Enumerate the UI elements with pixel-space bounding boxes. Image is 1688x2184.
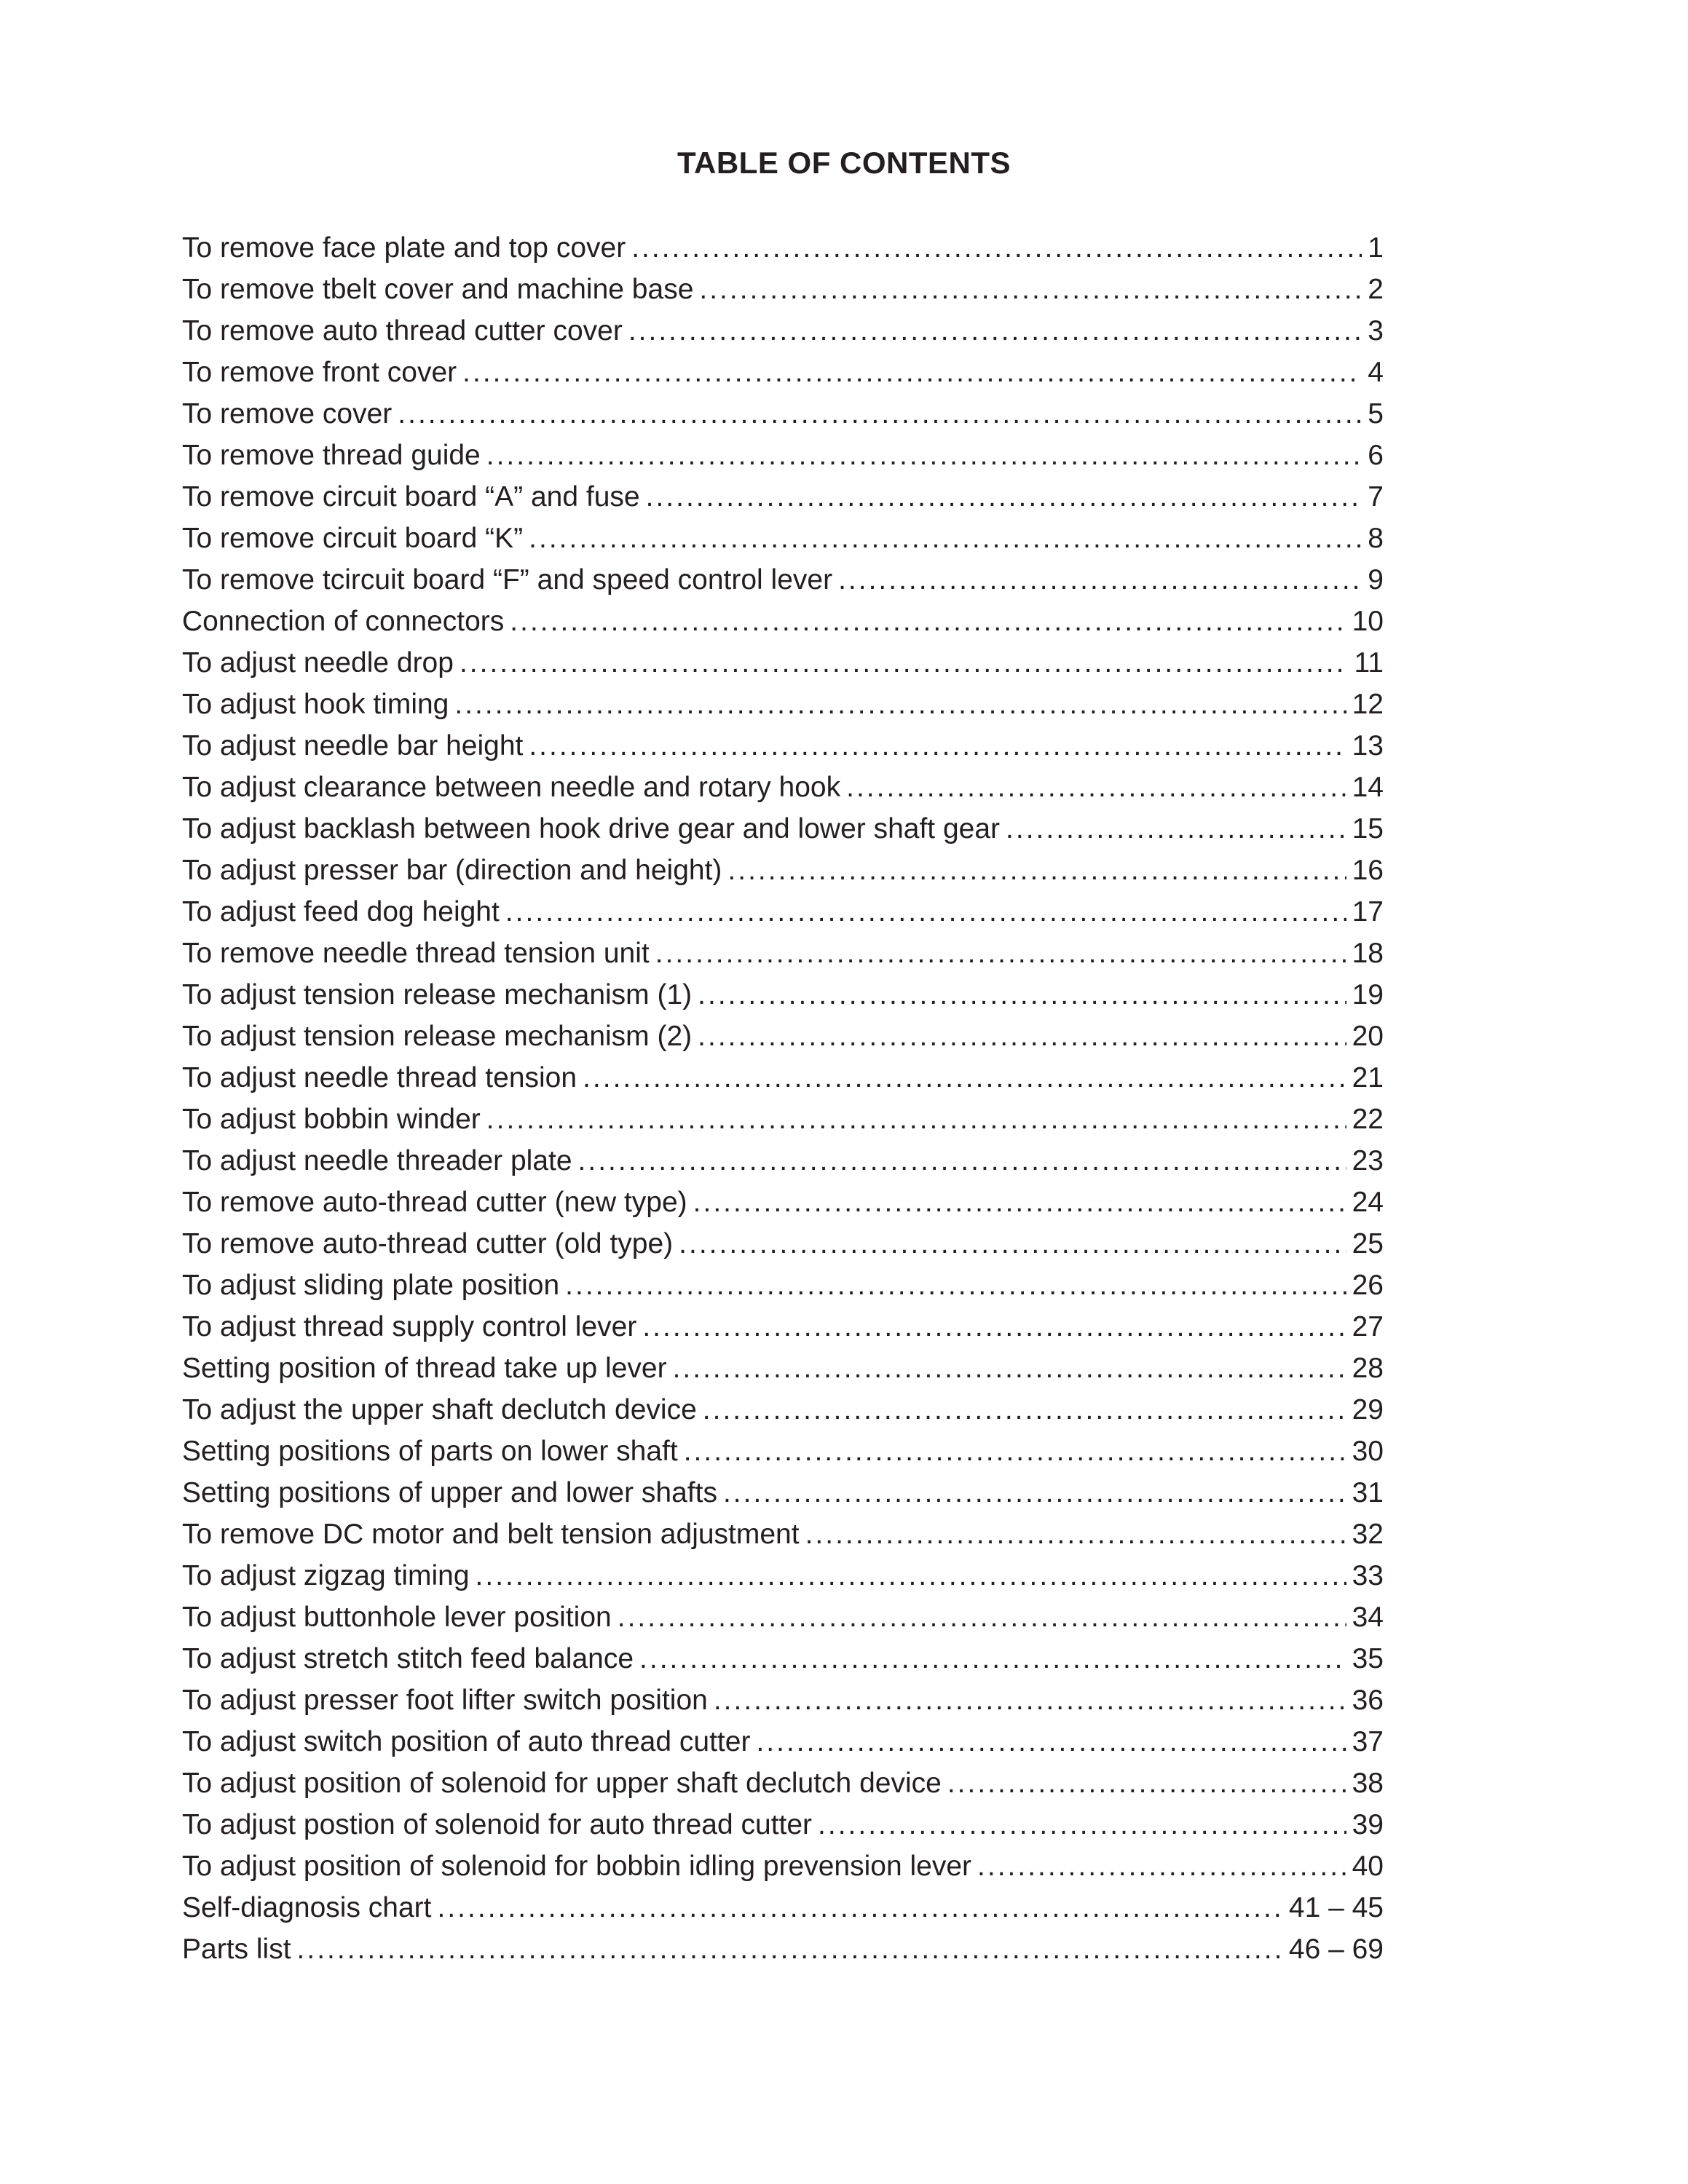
- toc-entry: [182, 269, 1384, 310]
- dot-leader: [655, 933, 1346, 974]
- toc-entry-page-number: 5: [1368, 398, 1384, 430]
- toc-entry-label: To remove circuit board “K”: [182, 523, 524, 554]
- toc-entry-page-number: 17: [1352, 896, 1384, 927]
- toc-entry-page-number: 39: [1352, 1809, 1384, 1840]
- toc-entry-page-number: 11: [1354, 647, 1384, 678]
- toc-entry-label: To remove cover: [182, 398, 393, 430]
- dot-leader: [510, 601, 1346, 642]
- dot-leader: [642, 1306, 1346, 1348]
- dot-leader: [565, 1265, 1346, 1306]
- toc-entry-page-number: 3: [1368, 315, 1384, 347]
- toc-entry-page-number: 46 – 69: [1288, 1934, 1384, 1965]
- toc-entry-page-number: 1: [1368, 232, 1384, 264]
- toc-entry-page-number: 4: [1368, 357, 1384, 388]
- toc-entry: [182, 601, 1384, 642]
- toc-entry-page-number: 7: [1368, 481, 1384, 513]
- toc-entry: [182, 1804, 1384, 1845]
- dot-leader: [714, 1679, 1346, 1721]
- toc-entry: [182, 227, 1384, 269]
- dot-leader: [1006, 808, 1346, 850]
- toc-entry-page-number: 34: [1352, 1602, 1384, 1633]
- dot-leader: [505, 891, 1346, 933]
- toc-entry-label: To remove auto-thread cutter (old type): [182, 1228, 674, 1259]
- toc-entry-label: To remove needle thread tension unit: [182, 938, 650, 969]
- toc-entry-label: To remove face plate and top cover: [182, 232, 626, 264]
- toc-entry-page-number: 31: [1352, 1477, 1384, 1508]
- dot-leader: [756, 1721, 1346, 1762]
- toc-entry-label: Self-diagnosis chart: [182, 1892, 432, 1923]
- toc-entry-label: To adjust zigzag timing: [182, 1560, 470, 1591]
- toc-entry: [182, 891, 1384, 933]
- dot-leader: [398, 393, 1362, 435]
- dot-leader: [699, 269, 1362, 310]
- toc-entry-page-number: 37: [1352, 1726, 1384, 1757]
- toc-entry: [182, 1431, 1384, 1472]
- toc-entry-page-number: 8: [1368, 523, 1384, 554]
- toc-entry-page-number: 16: [1352, 855, 1384, 886]
- toc-entry: [182, 808, 1384, 850]
- toc-entry: [182, 1514, 1384, 1555]
- toc-entry-page-number: 13: [1352, 730, 1384, 761]
- toc-entry: [182, 352, 1384, 393]
- toc-entry: [182, 1057, 1384, 1099]
- dot-leader: [727, 850, 1346, 891]
- toc-entry-label: To adjust thread supply control lever: [182, 1311, 637, 1342]
- dot-leader: [846, 767, 1346, 808]
- toc-entry: [182, 974, 1384, 1016]
- dot-leader: [454, 684, 1346, 725]
- dot-leader: [628, 310, 1362, 352]
- toc-list: [182, 227, 1384, 1970]
- toc-entry: [182, 767, 1384, 808]
- toc-entry: [182, 642, 1384, 684]
- toc-entry-label: Setting position of thread take up lever: [182, 1353, 667, 1384]
- dot-leader: [578, 1140, 1346, 1182]
- toc-entry-page-number: 35: [1352, 1643, 1384, 1674]
- toc-entry-page-number: 19: [1352, 979, 1384, 1010]
- toc-entry-page-number: 30: [1352, 1436, 1384, 1467]
- toc-entry: [182, 1597, 1384, 1638]
- toc-entry-page-number: 21: [1352, 1062, 1384, 1093]
- toc-entry: [182, 310, 1384, 352]
- toc-entry-label: To adjust hook timing: [182, 689, 449, 720]
- toc-entry: [182, 933, 1384, 974]
- dot-leader: [693, 1182, 1346, 1223]
- toc-entry-page-number: 25: [1352, 1228, 1384, 1259]
- toc-entry-page-number: 33: [1352, 1560, 1384, 1591]
- toc-entry-page-number: 9: [1368, 564, 1384, 596]
- toc-entry-label: To adjust needle threader plate: [182, 1145, 572, 1176]
- dot-leader: [977, 1845, 1346, 1887]
- toc-entry-page-number: 32: [1352, 1519, 1384, 1550]
- toc-entry-label: To adjust presser bar (direction and height): [182, 855, 722, 886]
- toc-entry: [182, 518, 1384, 559]
- toc-entry: [182, 1638, 1384, 1679]
- toc-entry-label: To remove circuit board “A” and fuse: [182, 481, 640, 513]
- toc-entry: [182, 476, 1384, 518]
- toc-entry-label: To adjust sliding plate position: [182, 1270, 560, 1301]
- toc-entry: [182, 1845, 1384, 1887]
- dot-leader: [631, 227, 1362, 269]
- toc-entry-label: To remove auto-thread cutter (new type): [182, 1187, 687, 1218]
- toc-entry-label: To adjust needle bar height: [182, 730, 524, 761]
- toc-entry-page-number: 12: [1352, 689, 1384, 720]
- toc-entry: [182, 1555, 1384, 1597]
- toc-entry-label: Parts list: [182, 1934, 291, 1965]
- toc-entry: [182, 1348, 1384, 1389]
- toc-entry-label: To adjust the upper shaft declutch device: [182, 1394, 697, 1425]
- dot-leader: [947, 1762, 1346, 1804]
- toc-entry-page-number: 38: [1352, 1768, 1384, 1799]
- toc-entry: [182, 1389, 1384, 1431]
- toc-entry-label: To remove front cover: [182, 357, 457, 388]
- toc-entry: [182, 1140, 1384, 1182]
- dot-leader: [438, 1887, 1283, 1928]
- dot-leader: [462, 352, 1362, 393]
- toc-entry-label: To adjust postion of solenoid for auto thread cutter: [182, 1809, 813, 1840]
- toc-entry-label: To adjust buttonhole lever position: [182, 1602, 612, 1633]
- toc-entry-page-number: 24: [1352, 1187, 1384, 1218]
- toc-entry-page-number: 20: [1352, 1021, 1384, 1052]
- dot-leader: [679, 1223, 1346, 1265]
- dot-leader: [618, 1597, 1346, 1638]
- toc-entry-page-number: 18: [1352, 938, 1384, 969]
- page-title: TABLE OF CONTENTS: [677, 146, 1011, 180]
- dot-leader: [529, 725, 1346, 767]
- toc-entry: [182, 1762, 1384, 1804]
- toc-entry-label: To remove DC motor and belt tension adjustment: [182, 1519, 800, 1550]
- toc-entry: [182, 393, 1384, 435]
- toc-entry-page-number: 28: [1352, 1353, 1384, 1384]
- toc-entry: [182, 1223, 1384, 1265]
- toc-entry-label: To remove thread guide: [182, 440, 481, 471]
- toc-entry: [182, 684, 1384, 725]
- toc-entry-page-number: 2: [1368, 274, 1384, 305]
- toc-entry-page-number: 40: [1352, 1851, 1384, 1882]
- toc-entry: [182, 1887, 1384, 1928]
- toc-entry: [182, 1265, 1384, 1306]
- toc-entry: [182, 1928, 1384, 1970]
- toc-entry-label: To adjust backlash between hook drive gear and lower shaft gear: [182, 813, 1001, 844]
- toc-entry-label: To remove tbelt cover and machine base: [182, 274, 694, 305]
- dot-leader: [486, 1099, 1346, 1140]
- toc-entry-page-number: 15: [1352, 813, 1384, 844]
- dot-leader: [723, 1472, 1346, 1514]
- toc-entry-label: Setting positions of upper and lower shafts: [182, 1477, 717, 1508]
- dot-leader: [838, 559, 1362, 601]
- toc-entry: [182, 1472, 1384, 1514]
- toc-entry-page-number: 27: [1352, 1311, 1384, 1342]
- toc-entry-page-number: 41 – 45: [1288, 1892, 1384, 1923]
- dot-leader: [583, 1057, 1346, 1099]
- dot-leader: [698, 1016, 1346, 1057]
- toc-entry: [182, 1306, 1384, 1348]
- toc-entry: [182, 1099, 1384, 1140]
- dot-leader: [805, 1514, 1346, 1555]
- dot-leader: [297, 1928, 1283, 1970]
- toc-entry-label: To adjust stretch stitch feed balance: [182, 1643, 634, 1674]
- dot-leader: [818, 1804, 1346, 1845]
- toc-entry: [182, 850, 1384, 891]
- toc-entry-label: To adjust bobbin winder: [182, 1104, 481, 1135]
- toc-entry-label: To remove tcircuit board “F” and speed control lever: [182, 564, 833, 596]
- toc-entry-page-number: 23: [1352, 1145, 1384, 1176]
- toc-entry-label: To adjust switch position of auto thread cutter: [182, 1726, 751, 1757]
- toc-entry-page-number: 10: [1352, 606, 1384, 637]
- toc-entry-label: To adjust feed dog height: [182, 896, 500, 927]
- toc-entry-label: Connection of connectors: [182, 606, 505, 637]
- dot-leader: [673, 1348, 1346, 1389]
- dot-leader: [529, 518, 1362, 559]
- dot-leader: [486, 435, 1362, 476]
- toc-entry-label: To adjust tension release mechanism (1): [182, 979, 693, 1010]
- toc-entry: [182, 1016, 1384, 1057]
- toc-entry-label: To adjust position of solenoid for upper shaft declutch device: [182, 1768, 942, 1799]
- toc-entry-page-number: 14: [1352, 772, 1384, 803]
- toc-entry-page-number: 36: [1352, 1685, 1384, 1716]
- toc-entry-label: To adjust needle thread tension: [182, 1062, 577, 1093]
- dot-leader: [476, 1555, 1346, 1597]
- toc-entry: [182, 1679, 1384, 1721]
- toc-entry: [182, 1182, 1384, 1223]
- toc-entry-label: Setting positions of parts on lower shaft: [182, 1436, 678, 1467]
- toc-entry: [182, 559, 1384, 601]
- toc-entry-page-number: 22: [1352, 1104, 1384, 1135]
- dot-leader: [703, 1389, 1346, 1431]
- dot-leader: [460, 642, 1349, 684]
- dot-leader: [698, 974, 1346, 1016]
- dot-leader: [684, 1431, 1346, 1472]
- toc-entry-page-number: 6: [1368, 440, 1384, 471]
- toc-entry-label: To adjust needle drop: [182, 647, 454, 678]
- dot-leader: [646, 476, 1362, 518]
- toc-entry: [182, 1721, 1384, 1762]
- toc-entry-label: To remove auto thread cutter cover: [182, 315, 623, 347]
- toc-entry: [182, 725, 1384, 767]
- toc-entry-page-number: 29: [1352, 1394, 1384, 1425]
- toc-entry-label: To adjust position of solenoid for bobbin idling prevension lever: [182, 1851, 972, 1882]
- toc-entry-label: To adjust clearance between needle and rotary hook: [182, 772, 841, 803]
- toc-entry-page-number: 26: [1352, 1270, 1384, 1301]
- dot-leader: [639, 1638, 1346, 1679]
- toc-entry-label: To adjust presser foot lifter switch position: [182, 1685, 708, 1716]
- toc-entry-label: To adjust tension release mechanism (2): [182, 1021, 693, 1052]
- toc-entry: [182, 435, 1384, 476]
